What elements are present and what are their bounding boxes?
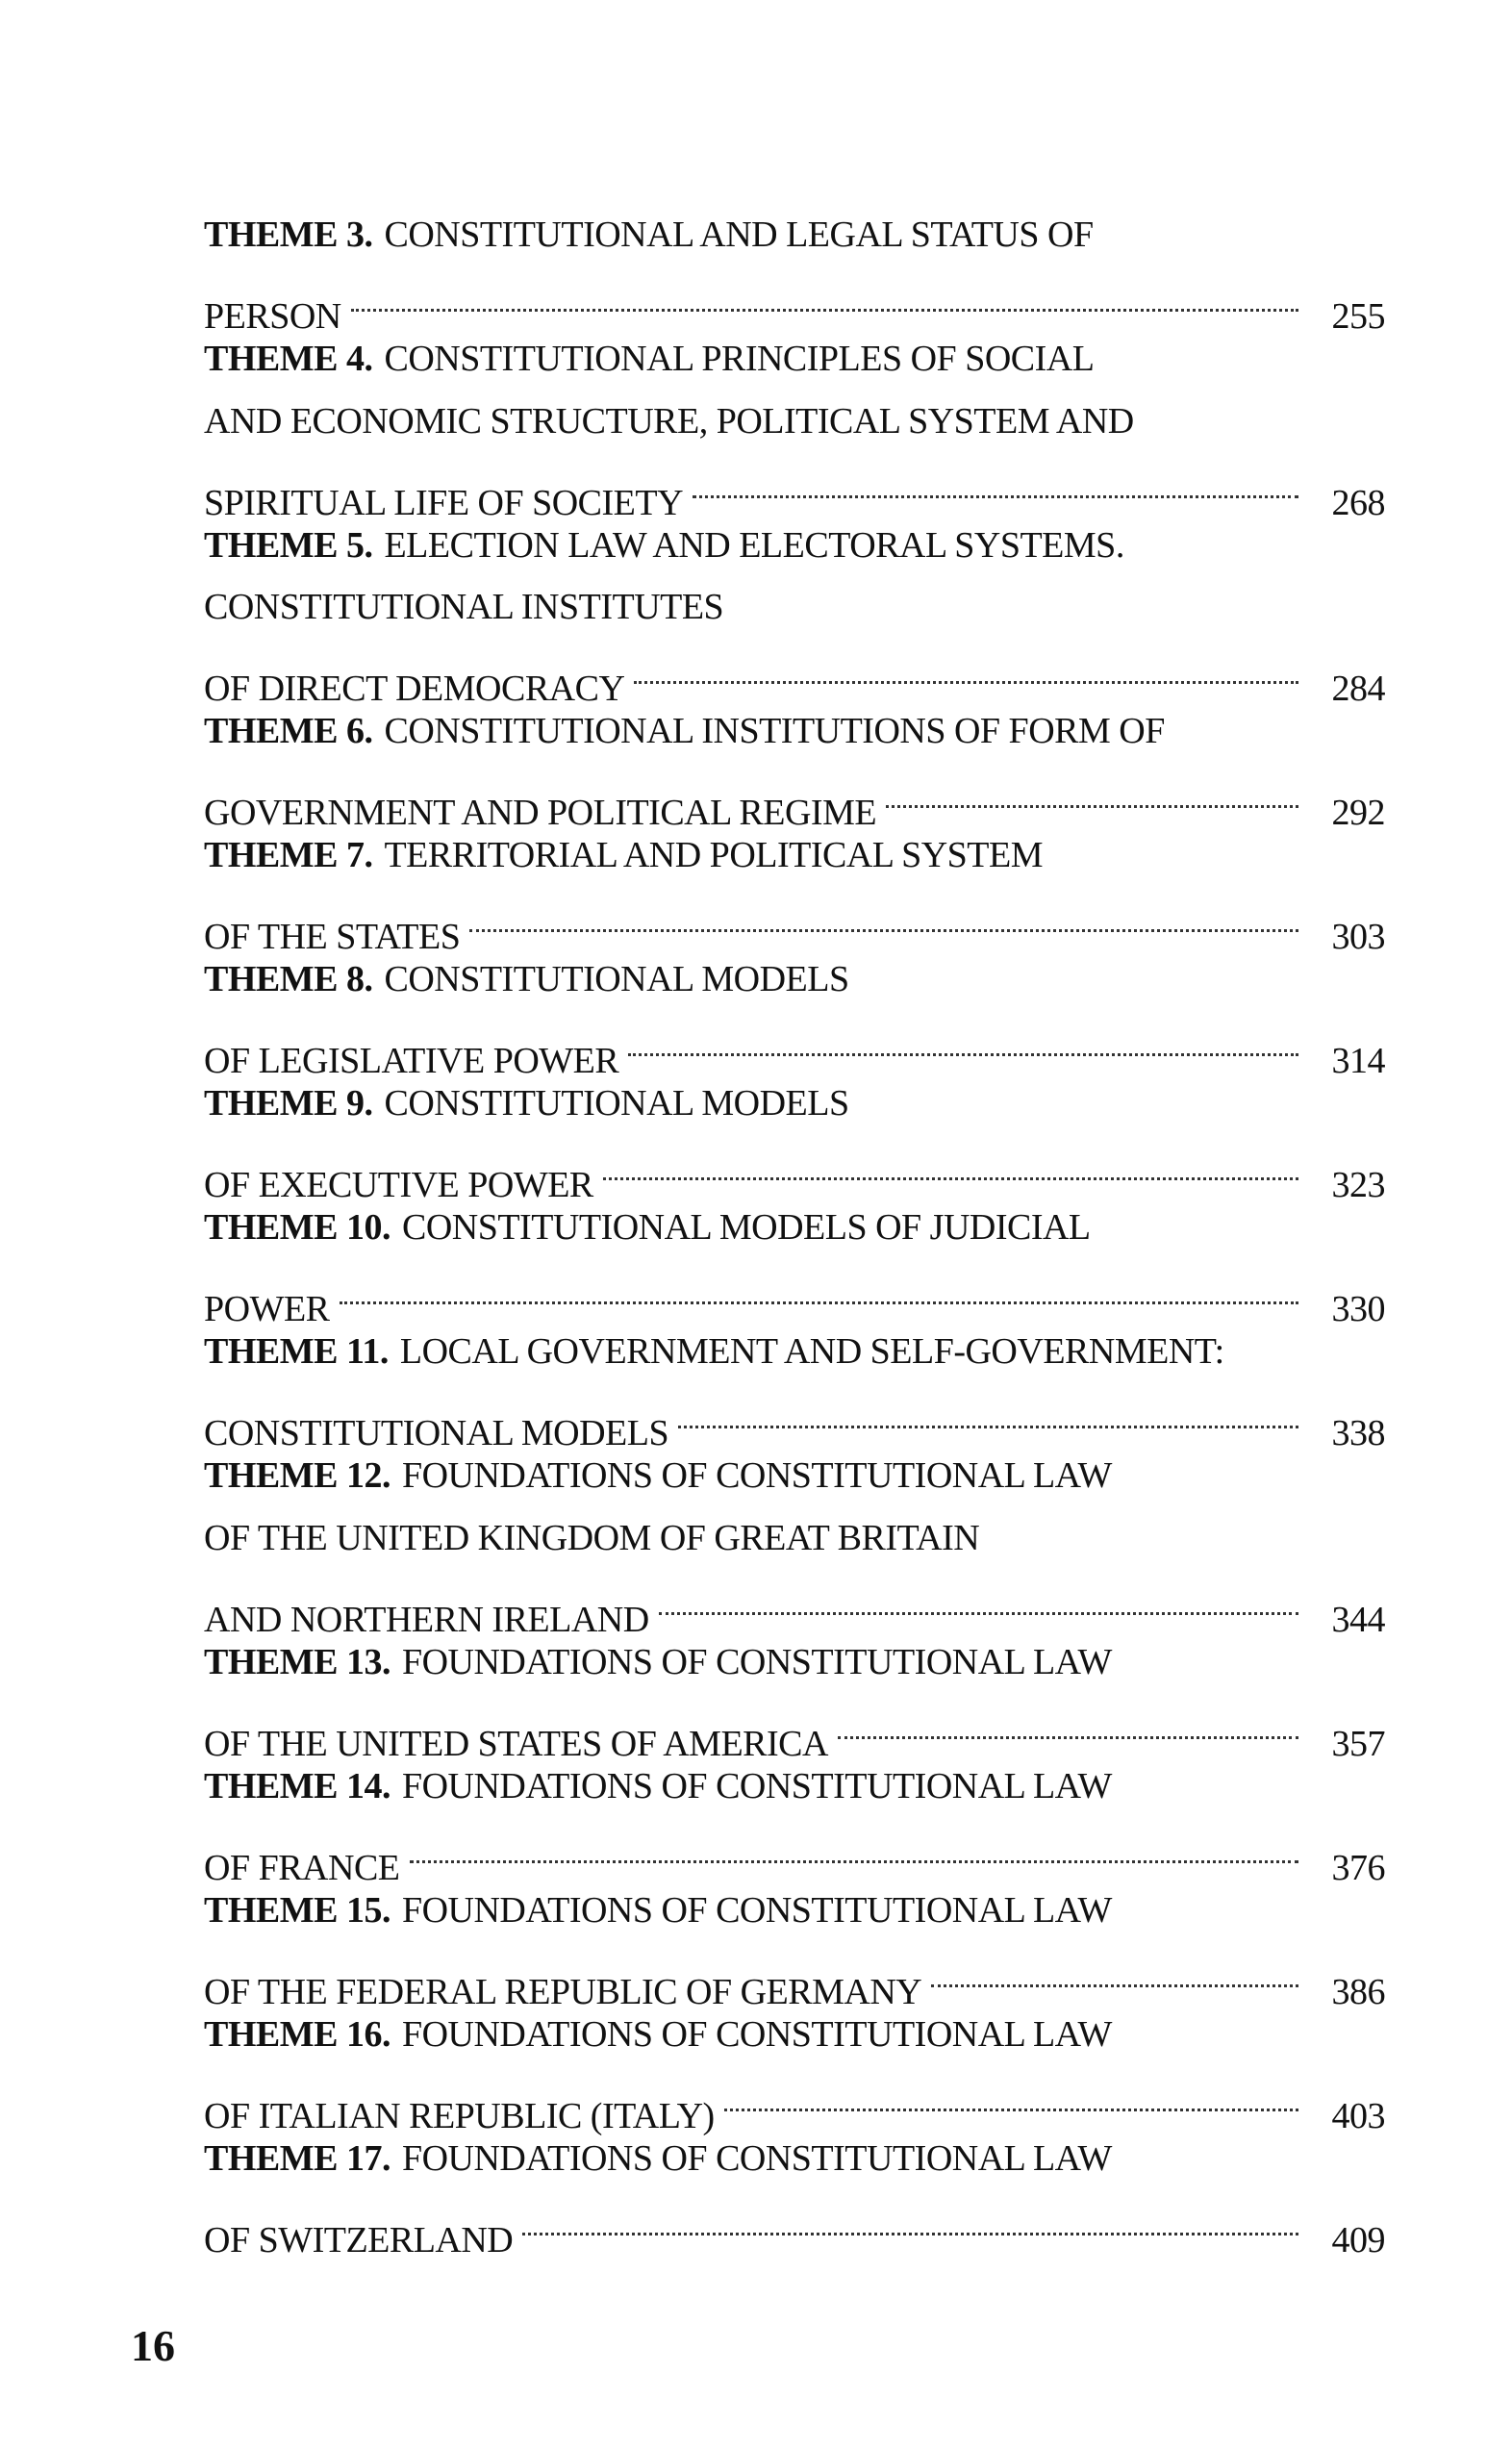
toc-title-text: CONSTITUTIONAL INSTITUTIONS OF FORM OF: [384, 711, 1165, 751]
toc-line: [204, 2189, 1385, 2261]
dot-leader: [931, 1941, 1298, 2004]
toc-title-text: OF FRANCE: [204, 1847, 400, 1888]
toc-line: [204, 1631, 1385, 1694]
toc-line: [204, 1259, 1385, 1329]
toc-title-text: OF SWITZERLAND: [204, 2219, 514, 2261]
dot-leader: [522, 2189, 1298, 2252]
toc-line: [204, 1817, 1385, 1888]
toc-title-text: FOUNDATIONS OF CONSTITUTIONAL LAW: [401, 1455, 1112, 1496]
toc-title-text: OF EXECUTIVE POWER: [204, 1165, 593, 1205]
theme-label: THEME 7.: [204, 835, 373, 875]
toc-title-text: OF LEGISLATIVE POWER: [204, 1041, 619, 1081]
dot-leader: [724, 2065, 1298, 2128]
toc-title-text: FOUNDATIONS OF CONSTITUTIONAL LAW: [401, 1641, 1112, 1682]
toc-line: [204, 1569, 1385, 1640]
toc-entry: [204, 1445, 1385, 1640]
toc-title-text: OF THE STATES: [204, 917, 461, 957]
toc-entry: [204, 515, 1385, 709]
dot-leader: [693, 452, 1298, 515]
dot-leader: [678, 1383, 1298, 1446]
dot-leader: [469, 887, 1298, 949]
dot-leader: [659, 1569, 1298, 1631]
toc-title-text: AND ECONOMIC STRUCTURE, POLITICAL SYSTEM AND: [204, 400, 1134, 442]
table-of-contents: [204, 204, 1385, 2261]
toc-line: [204, 452, 1385, 523]
toc-title-text: POWER: [204, 1289, 330, 1329]
toc-title-text: OF THE FEDERAL REPUBLIC OF GERMANY: [204, 1971, 922, 2012]
toc-title-text: CONSTITUTIONAL MODELS: [204, 1413, 669, 1453]
toc-page-number: 330: [1331, 1289, 1385, 1329]
toc-title-text: CONSTITUTIONAL MODELS OF JUDICIAL: [401, 1207, 1091, 1248]
toc-page-number: 314: [1331, 1041, 1385, 1081]
toc-entry: [204, 1880, 1385, 2012]
toc-title-text: GOVERNMENT AND POLITICAL REGIME: [204, 793, 877, 833]
theme-label: THEME 12.: [204, 1455, 391, 1496]
toc-entry: [204, 1197, 1385, 1329]
theme-label: THEME 9.: [204, 1083, 373, 1124]
toc-page-number: 376: [1331, 1847, 1385, 1888]
toc-page-number: 403: [1331, 2095, 1385, 2136]
toc-title-text: CONSTITUTIONAL AND LEGAL STATUS OF: [384, 215, 1094, 255]
toc-title-text: LOCAL GOVERNMENT AND SELF-GOVERNMENT:: [399, 1331, 1224, 1372]
toc-page-number: 357: [1331, 1723, 1385, 1764]
toc-line: [204, 1880, 1385, 1942]
toc-title-text: FOUNDATIONS OF CONSTITUTIONAL LAW: [401, 2137, 1112, 2179]
toc-title-text: PERSON: [204, 296, 341, 337]
toc-title-text: OF THE UNITED STATES OF AMERICA: [204, 1723, 828, 1764]
toc-line: [204, 2065, 1385, 2136]
theme-label: THEME 16.: [204, 2013, 391, 2055]
toc-entry: [204, 328, 1385, 523]
toc-line: [204, 1011, 1385, 1081]
theme-label: THEME 8.: [204, 959, 373, 999]
toc-page-number: 323: [1331, 1165, 1385, 1205]
toc-entry: [204, 1755, 1385, 1888]
toc-title-text: OF DIRECT DEMOCRACY: [204, 669, 625, 709]
theme-label: THEME 17.: [204, 2137, 391, 2179]
dot-leader: [886, 763, 1298, 825]
dot-leader: [603, 1135, 1298, 1198]
toc-title-text: SPIRITUAL LIFE OF SOCIETY: [204, 482, 684, 523]
toc-title-text: CONSTITUTIONAL MODELS: [384, 1083, 849, 1124]
theme-label: THEME 5.: [204, 524, 373, 566]
toc-entry: [204, 204, 1385, 337]
toc-page-number: 409: [1331, 2219, 1385, 2261]
theme-label: THEME 13.: [204, 1641, 391, 1682]
toc-line: [204, 1321, 1385, 1383]
toc-entry: [204, 1321, 1385, 1453]
toc-line: [204, 1941, 1385, 2012]
toc-line: [204, 576, 1385, 639]
theme-label: THEME 11.: [204, 1331, 389, 1372]
toc-title-text: FOUNDATIONS OF CONSTITUTIONAL LAW: [401, 2013, 1112, 2055]
toc-page-number: 255: [1331, 296, 1385, 337]
toc-line: [204, 639, 1385, 709]
dot-leader: [838, 1693, 1298, 1755]
theme-label: THEME 6.: [204, 711, 373, 751]
toc-line: [204, 266, 1385, 337]
toc-line: [204, 328, 1385, 391]
theme-label: THEME 10.: [204, 1207, 391, 1248]
theme-label: THEME 4.: [204, 339, 373, 379]
toc-title-text: CONSTITUTIONAL MODELS: [384, 959, 849, 999]
toc-title-text: CONSTITUTIONAL INSTITUTES: [204, 587, 724, 627]
toc-line: [204, 1135, 1385, 1205]
page-number: 16: [131, 2321, 175, 2370]
dot-leader: [351, 266, 1298, 329]
dot-leader: [634, 639, 1298, 701]
toc-line: [204, 1507, 1385, 1570]
toc-line: [204, 391, 1385, 453]
toc-title-text: OF THE UNITED KINGDOM OF GREAT BRITAIN: [204, 1517, 980, 1558]
toc-line: [204, 1383, 1385, 1453]
toc-title-text: OF ITALIAN REPUBLIC (ITALY): [204, 2095, 715, 2136]
toc-line: [204, 887, 1385, 957]
toc-title-text: AND NORTHERN IRELAND: [204, 1599, 649, 1640]
theme-label: THEME 3.: [204, 215, 373, 255]
toc-line: [204, 2128, 1385, 2190]
toc-line: [204, 763, 1385, 833]
toc-page-number: 292: [1331, 793, 1385, 833]
toc-entry: [204, 1631, 1385, 1764]
toc-line: [204, 1445, 1385, 1507]
toc-page-number: 386: [1331, 1971, 1385, 2012]
theme-label: THEME 15.: [204, 1889, 391, 1931]
toc-page-number: 338: [1331, 1413, 1385, 1453]
dot-leader: [340, 1259, 1299, 1322]
toc-title-text: CONSTITUTIONAL PRINCIPLES OF SOCIAL: [384, 339, 1095, 379]
toc-title-text: ELECTION LAW AND ELECTORAL SYSTEMS.: [384, 524, 1124, 566]
toc-title-text: FOUNDATIONS OF CONSTITUTIONAL LAW: [401, 1765, 1112, 1806]
toc-page-number: 284: [1331, 669, 1385, 709]
toc-entry: [204, 2128, 1385, 2261]
toc-page-number: 344: [1331, 1599, 1385, 1640]
toc-title-text: FOUNDATIONS OF CONSTITUTIONAL LAW: [401, 1889, 1112, 1931]
toc-entry: [204, 2004, 1385, 2136]
toc-line: [204, 1693, 1385, 1764]
theme-label: THEME 14.: [204, 1765, 391, 1806]
toc-title-text: TERRITORIAL AND POLITICAL SYSTEM: [384, 835, 1044, 875]
dot-leader: [410, 1817, 1299, 1880]
toc-line: [204, 2004, 1385, 2066]
toc-page-number: 303: [1331, 917, 1385, 957]
toc-page-number: 268: [1331, 482, 1385, 523]
toc-line: [204, 1197, 1385, 1259]
toc-line: [204, 1755, 1385, 1818]
toc-line: [204, 204, 1385, 266]
dot-leader: [628, 1011, 1298, 1073]
